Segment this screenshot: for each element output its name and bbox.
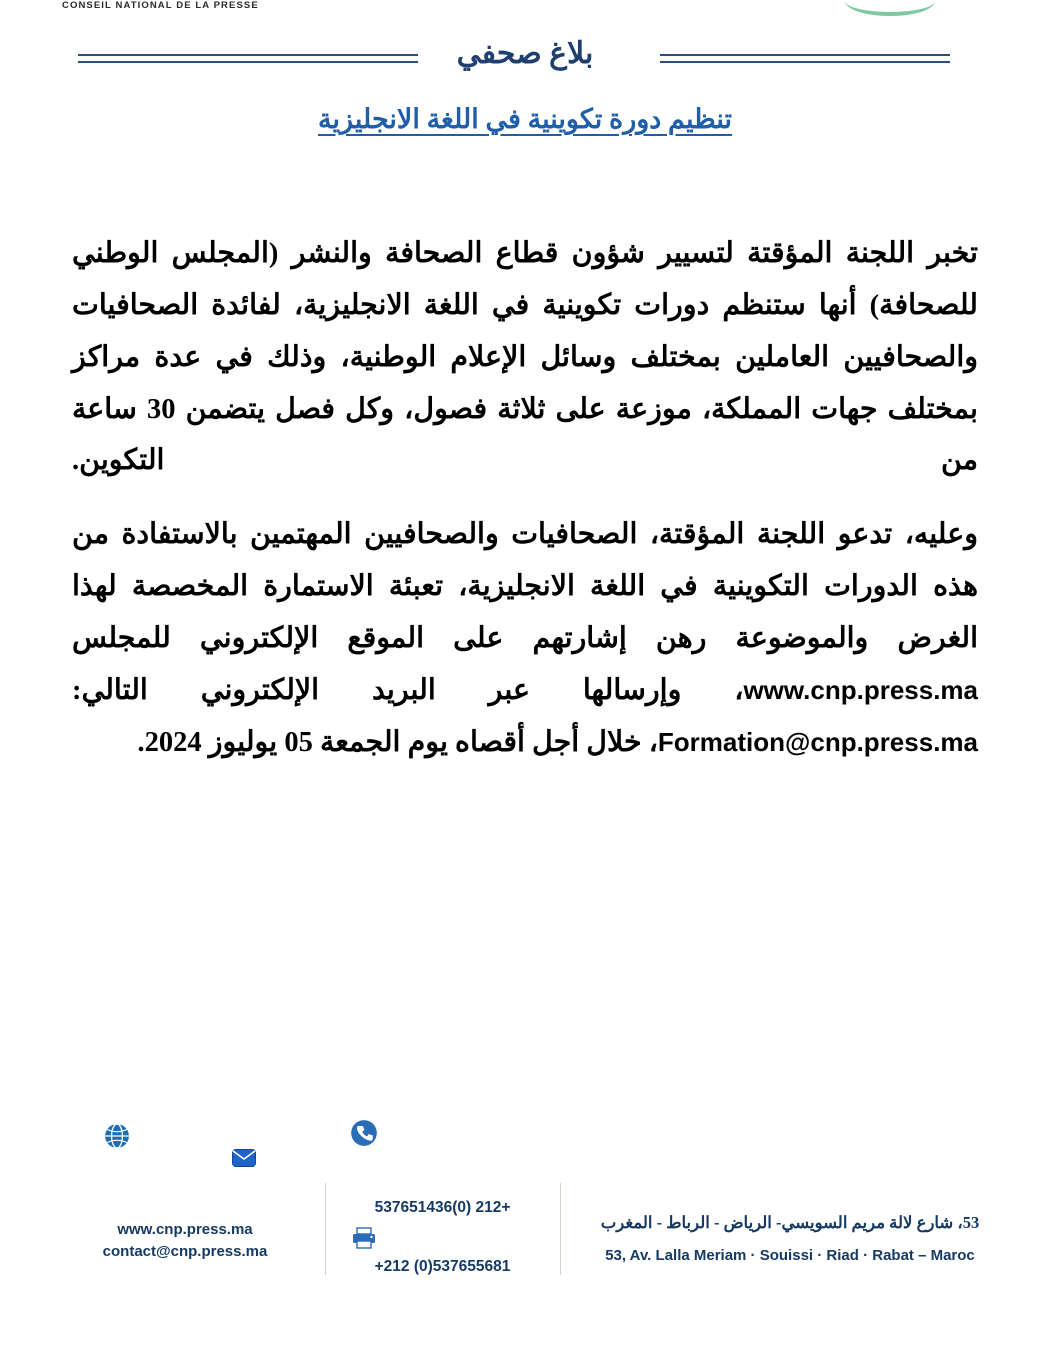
footer-phone-block — [330, 1199, 555, 1275]
footer-phone-secondary: +212 (0)537655681 — [374, 1258, 511, 1276]
footer-web-block — [60, 1219, 310, 1263]
mail-icon — [232, 1149, 256, 1167]
website-inline-link[interactable]: www.cnp.press.ma — [743, 674, 978, 705]
footer-phone-primary: 537651436(0) 212+ — [374, 1199, 511, 1216]
press-release-kicker: بلاغ صحفي — [456, 37, 594, 70]
footer-email[interactable]: contact@cnp.press.ma — [102, 1242, 268, 1260]
logo-swoosh-icon — [845, 0, 935, 16]
paragraph-2-text-middle: ، وإرسالها عبر البريد الإلكتروني التالي: — [72, 674, 744, 706]
title-band — [0, 36, 1050, 82]
footer-website[interactable]: www.cnp.press.ma — [117, 1221, 253, 1238]
globe-icon — [104, 1123, 130, 1149]
document-body — [72, 228, 978, 791]
footer-address-french: 53, Av. Lalla Meriam · Souissi · Riad · Rabat – Maroc — [605, 1247, 975, 1264]
paragraph-1: تخبر اللجنة المؤقتة لتسيير شؤون قطاع الصحافة والنشر (المجلس الوطني للصحافة) أنها ستنظم دورات تكوينية في اللغة الانجليزية، لفائدة الصحافيات والصحافيين العاملين بمختلف وسائل الإعلام الوطنية، وذلك في عدة مراكز بمختلف جهات المملكة، موزعة على ثلاثة فصول، وكل فصل يتضمن 30 ساعة من التكوين. — [72, 238, 978, 477]
page-title: تنظيم دورة تكوينية في اللغة الانجليزية — [318, 104, 732, 134]
footer-divider-1 — [325, 1183, 326, 1275]
footer-address-arabic: 53، شارع لالة مريم السويسي- الرياض - الرباط - المغرب — [600, 1213, 980, 1232]
paragraph-2-text-after: ، خلال أجل أقصاه يوم الجمعة 05 يوليوز 2024. — [137, 726, 658, 758]
page-right-margin — [1044, 0, 1050, 1347]
paragraph-2 — [72, 509, 978, 768]
footer — [0, 1123, 1050, 1313]
footer-divider-2 — [560, 1183, 561, 1275]
header-logo-strip — [0, 0, 1050, 24]
footer-address-block — [575, 1213, 1005, 1264]
paragraph-2-text-before: وعليه، تدعو اللجنة المؤقتة، الصحافيات والصحافيين المهتمين بالاستفادة من هذه الدورات التكوينية في اللغة الانجليزية، تعبئة الاستمارة المخصصة لهذا الغرض والموضوعة رهن إشارتهم على الموقع الإلكتروني للمجلس — [72, 519, 978, 655]
organization-caption: CONSEIL NATIONAL DE LA PRESSE — [62, 0, 259, 11]
phone-icon — [350, 1119, 378, 1147]
email-inline-link[interactable]: Formation@cnp.press.ma — [657, 726, 978, 757]
